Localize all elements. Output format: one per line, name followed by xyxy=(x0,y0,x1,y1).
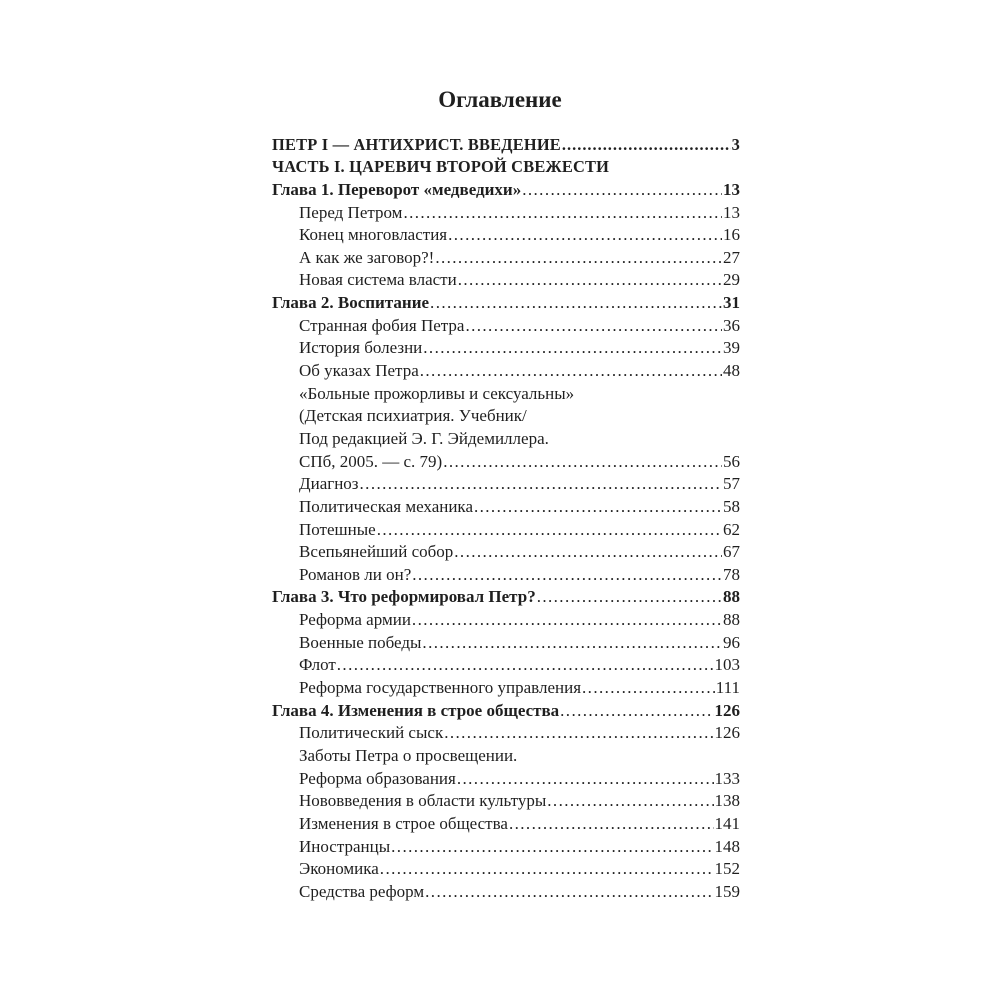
toc-leader-dots xyxy=(457,768,714,790)
toc-subentry xyxy=(272,495,740,518)
toc-page-number: 78 xyxy=(723,564,740,584)
toc-entry-label: Военные победы xyxy=(299,632,422,652)
toc-subentry xyxy=(272,631,740,654)
toc-leader-dots xyxy=(560,700,713,722)
toc-chapter-entry xyxy=(272,291,740,314)
toc-subentry xyxy=(272,224,740,247)
toc-entry-label: Реформа государственного управления xyxy=(299,678,582,698)
toc-page-number: 103 xyxy=(714,655,740,675)
toc-leader-dots xyxy=(537,586,722,608)
toc-entry-label: Перед Петром xyxy=(299,202,403,222)
toc-entry-label: Конец многовластия xyxy=(299,225,448,245)
toc-subentry xyxy=(272,744,740,767)
toc-entry-label: СПб, 2005. — с. 79) xyxy=(299,451,443,471)
toc-leader-dots xyxy=(425,881,713,903)
toc-page-number: 31 xyxy=(723,293,740,313)
toc-subentry xyxy=(272,563,740,586)
toc-part-entry xyxy=(272,133,740,156)
toc-page-number: 58 xyxy=(723,496,740,516)
toc-chapter-entry xyxy=(272,699,740,722)
toc-leader-dots xyxy=(522,179,722,201)
toc-page-number: 111 xyxy=(715,678,740,698)
toc-page-number: 13 xyxy=(723,202,740,222)
toc-entry-label: Романов ли он? xyxy=(299,564,412,584)
toc-subentry xyxy=(272,767,740,790)
toc-leader-dots xyxy=(412,609,722,631)
toc-page-number: 141 xyxy=(714,813,740,833)
toc-entry-label: Политический сыск xyxy=(299,723,444,743)
toc-subentry xyxy=(272,608,740,631)
toc-entry-label: Диагноз xyxy=(299,474,359,494)
toc-page-number: 57 xyxy=(723,474,740,494)
toc-page-number: 13 xyxy=(723,179,740,199)
toc-leader-dots xyxy=(444,722,713,744)
toc-entry-label: Экономика xyxy=(299,859,379,879)
toc-subentry xyxy=(272,450,740,473)
toc-leader-dots xyxy=(448,224,722,246)
toc-leader-dots xyxy=(547,790,713,812)
toc-page-number: 138 xyxy=(714,791,740,811)
toc-leader-dots xyxy=(423,337,722,359)
toc-page-number: 56 xyxy=(723,451,740,471)
toc-leader-dots xyxy=(403,202,722,224)
toc-page-number: 36 xyxy=(723,315,740,335)
toc-entry-label: Заботы Петра о просвещении. xyxy=(299,745,518,765)
toc-subentry xyxy=(272,201,740,224)
toc-subentry xyxy=(272,269,740,292)
toc-chapter-entry xyxy=(272,586,740,609)
toc-page-number: 126 xyxy=(714,700,740,720)
toc-page-number: 67 xyxy=(723,542,740,562)
toc-entry-label: Глава 3. Что реформировал Петр? xyxy=(272,587,536,607)
toc-entry-label: Флот xyxy=(299,655,336,675)
toc-subentry xyxy=(272,359,740,382)
toc-leader-dots xyxy=(422,632,722,654)
toc-subentry xyxy=(272,405,740,428)
toc-page-number: 148 xyxy=(714,836,740,856)
toc-entry-label: (Детская психиатрия. Учебник/ xyxy=(299,406,527,426)
toc-entry-label: Иностранцы xyxy=(299,836,391,856)
toc-leader-dots xyxy=(391,836,713,858)
toc-subentry xyxy=(272,790,740,813)
toc-page-number: 159 xyxy=(714,881,740,901)
toc-subentry xyxy=(272,858,740,881)
toc-subentry xyxy=(272,541,740,564)
toc-leader-dots xyxy=(360,473,722,495)
toc-entry-label: Всепьянейший собор xyxy=(299,542,454,562)
toc-leader-dots xyxy=(474,496,722,518)
toc-page-number: 126 xyxy=(714,723,740,743)
toc-entry-label: Потешные xyxy=(299,519,376,539)
toc-subentry xyxy=(272,835,740,858)
toc-entry-label: Политическая механика xyxy=(299,496,473,516)
toc-entry-label: Глава 2. Воспитание xyxy=(272,293,430,313)
toc-entry-label: Средства реформ xyxy=(299,881,425,901)
toc-page-number: 152 xyxy=(714,859,740,879)
toc-leader-dots xyxy=(380,858,714,880)
toc-leader-dots xyxy=(337,654,714,676)
toc-leader-dots xyxy=(377,519,722,541)
toc-page-number: 16 xyxy=(723,225,740,245)
toc-entry-label: А как же заговор?! xyxy=(299,247,435,267)
toc-subentry xyxy=(272,654,740,677)
toc-subentry xyxy=(272,337,740,360)
toc-entry-label: Глава 4. Изменения в строе общества xyxy=(272,700,560,720)
toc-leader-dots xyxy=(412,564,722,586)
toc-entry-label: Об указах Петра xyxy=(299,361,419,381)
toc-page-number: 48 xyxy=(723,361,740,381)
toc-subentry xyxy=(272,382,740,405)
page-title: Оглавление xyxy=(438,87,562,112)
toc-page-number: 62 xyxy=(723,519,740,539)
toc-page-number: 96 xyxy=(723,632,740,652)
toc-leader-dots xyxy=(582,677,715,699)
toc-entry-label: История болезни xyxy=(299,338,423,358)
toc-page-number: 39 xyxy=(723,338,740,358)
toc-entry-label: Реформа образования xyxy=(299,768,456,788)
toc-entry-label: Глава 1. Переворот «медведихи» xyxy=(272,179,522,199)
toc-entry-label: ПЕТР I — АНТИХРИСТ. ВВЕДЕНИЕ xyxy=(272,134,561,154)
toc-page-number: 88 xyxy=(723,587,740,607)
toc-subentry xyxy=(272,427,740,450)
toc-page-number: 29 xyxy=(723,270,740,290)
toc-leader-dots xyxy=(454,541,722,563)
toc-subentry xyxy=(272,246,740,269)
toc-subentry xyxy=(272,880,740,903)
toc-leader-dots xyxy=(562,134,731,156)
toc-leader-dots xyxy=(443,451,722,473)
toc-page-number: 133 xyxy=(714,768,740,788)
toc-subentry xyxy=(272,676,740,699)
toc-chapter-entry xyxy=(272,178,740,201)
toc-entry-label: Изменения в строе общества xyxy=(299,813,508,833)
toc-entry-label: «Больные прожорливы и сексуальны» xyxy=(299,383,575,403)
toc-entry-label: Реформа армии xyxy=(299,610,411,630)
toc-entry-label: Странная фобия Петра xyxy=(299,315,465,335)
toc-entry-label: Под редакцией Э. Г. Эйдемиллера. xyxy=(299,428,549,448)
toc-subentry xyxy=(272,314,740,337)
toc-subentry xyxy=(272,518,740,541)
toc-page-number: 88 xyxy=(723,610,740,630)
toc-part-entry xyxy=(272,156,740,179)
toc-page-number: 27 xyxy=(723,247,740,267)
toc-subentry xyxy=(272,473,740,496)
table-of-contents xyxy=(272,133,740,903)
toc-entry-label: Нововведения в области культуры xyxy=(299,791,547,811)
toc-page-number: 3 xyxy=(731,134,740,154)
toc-entry-label: ЧАСТЬ I. ЦАРЕВИЧ ВТОРОЙ СВЕЖЕСТИ xyxy=(272,157,610,177)
toc-subentry xyxy=(272,722,740,745)
toc-leader-dots xyxy=(420,360,722,382)
toc-leader-dots xyxy=(509,813,714,835)
toc-entry-label: Новая система власти xyxy=(299,270,457,290)
toc-leader-dots xyxy=(465,315,722,337)
toc-subentry xyxy=(272,812,740,835)
toc-leader-dots xyxy=(458,269,722,291)
toc-leader-dots xyxy=(430,292,722,314)
toc-leader-dots xyxy=(435,247,722,269)
